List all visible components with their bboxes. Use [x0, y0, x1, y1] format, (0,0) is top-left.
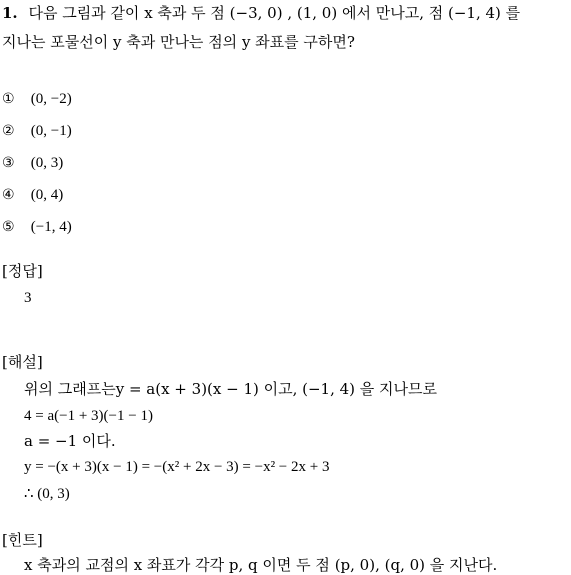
- choice-3[interactable]: [2, 153, 63, 172]
- choice-4-text: (0, 4): [30, 187, 64, 203]
- choice-2-text: (0, −1): [30, 123, 72, 139]
- hint-text: x 축과의 교점의 x 좌표가 각각 p, q 이면 두 점 (p, 0), (q, 0) 을 지난다.: [24, 556, 498, 574]
- choice-3-mark: ③: [2, 155, 15, 171]
- choice-5-text: (−1, 4): [30, 219, 72, 235]
- choice-2[interactable]: [2, 121, 72, 140]
- choice-5[interactable]: [2, 217, 72, 236]
- question-line-1: [2, 4, 520, 22]
- explanation-line-2: 4 = a(−1 + 3)(−1 − 1): [24, 408, 153, 424]
- explanation-line-1: 위의 그래프는y = a(x + 3)(x − 1) 이고, (−1, 4) 을 지나므로: [24, 380, 438, 398]
- explanation-line-5: ∴ (0, 3): [24, 486, 70, 502]
- question-number: 1.: [2, 4, 18, 22]
- choice-2-mark: ②: [2, 123, 15, 139]
- explanation-label: [해설]: [2, 353, 43, 371]
- question-text-2: 지나는 포물선이 y 축과 만나는 점의 y 좌표를 구하면?: [2, 33, 355, 51]
- hint-label: [힌트]: [2, 531, 43, 549]
- explanation-line-4: y = −(x + 3)(x − 1) = −(x² + 2x − 3) = −x² − 2x + 3: [24, 459, 330, 475]
- answer-label: [정답]: [2, 262, 43, 280]
- choice-4[interactable]: [2, 185, 63, 204]
- choice-4-mark: ④: [2, 187, 15, 203]
- choice-1-mark: ①: [2, 91, 15, 107]
- choice-5-mark: ⑤: [2, 219, 15, 235]
- choice-3-text: (0, 3): [30, 155, 64, 171]
- explanation-line-3: a = −1 이다.: [24, 432, 116, 450]
- choice-1-text: (0, −2): [30, 91, 72, 107]
- choice-1[interactable]: [2, 89, 72, 108]
- question-text-1: 다음 그림과 같이 x 축과 두 점 (−3, 0) , (1, 0) 에서 만나고, 점 (−1, 4) 를: [28, 4, 521, 22]
- answer-value: 3: [24, 290, 32, 306]
